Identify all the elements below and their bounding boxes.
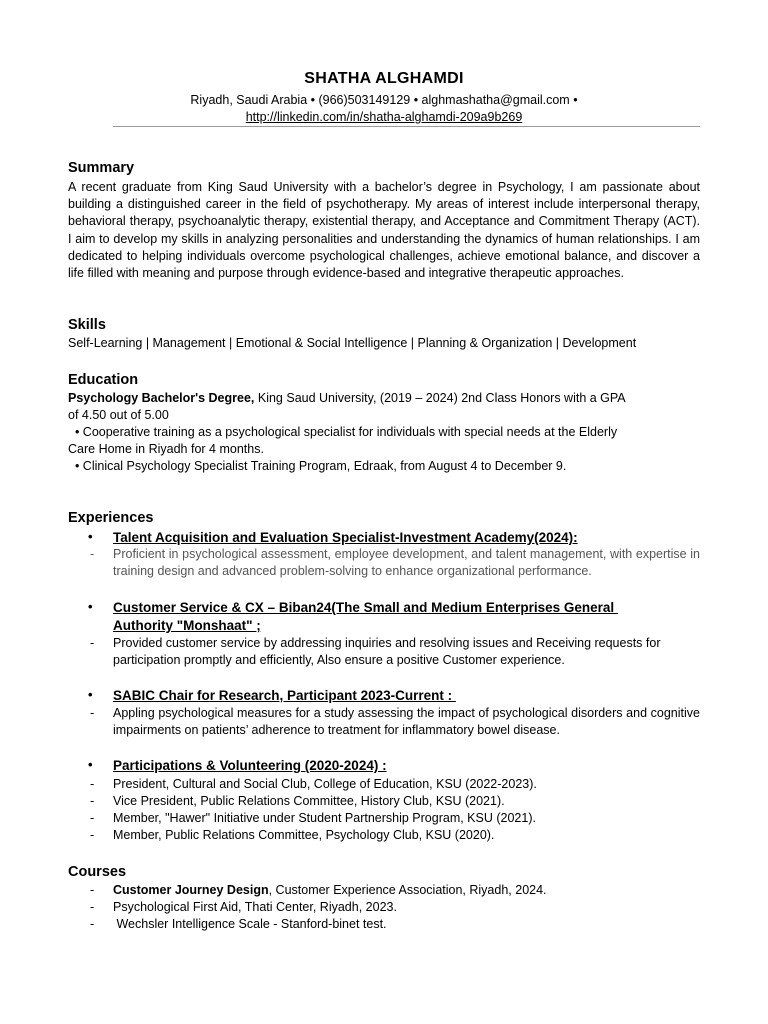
summary-heading: Summary (68, 160, 135, 176)
education-gpa: of 4.50 out of 5.00 (68, 408, 169, 422)
candidate-name: SHATHA ALGHAMDI (304, 70, 464, 87)
experience-title-4: Participations & Volunteering (2020-2024) : (113, 758, 387, 773)
volunteering-item: Member, "Hawer" Initiative under Student Partnership Program, KSU (2021). (113, 811, 536, 825)
courses-heading: Courses (68, 864, 127, 880)
header-divider (113, 126, 700, 127)
dash-icon: - (90, 794, 95, 808)
bullet-icon: • (88, 599, 93, 614)
bullet-icon: • (88, 757, 93, 772)
education-bullet-2: • Clinical Psychology Specialist Training Program, Edraak, from August 4 to December 9. (68, 459, 567, 473)
experience-title-3: SABIC Chair for Research, Participant 2023-Current : (113, 688, 456, 703)
experience-desc-3: Appling psychological measures for a study assessing the impact of psychological disorders and cognitive impairments on patients’ adherence to treatment for inflammatory bowel disease. (113, 706, 700, 738)
experience-title-2-line-2: Authority "Monshaat" ; (113, 618, 261, 633)
experience-title-1: Talent Acquisition and Evaluation Specialist-Investment Academy(2024): (113, 530, 578, 545)
education-bullet-1-line-1: • Cooperative training as a psychological specialist for individuals with special needs at the Elderly (68, 425, 618, 439)
volunteering-item: President, Cultural and Social Club, College of Education, KSU (2022-2023). (113, 777, 537, 791)
course-title: Customer Journey Design (113, 883, 269, 897)
linkedin-link[interactable]: http://linkedin.com/in/shatha-alghamdi-209a9b269 (245, 110, 523, 124)
experience-desc-2: Provided customer service by addressing inquiries and resolving issues and Receiving requests for participation promptly and efficiently, Also ensure a positive Customer experience. (113, 636, 661, 668)
bullet-icon: • (88, 687, 93, 702)
summary-text: A recent graduate from King Saud University with a bachelor’s degree in Psychology, I am passionate about building a distinguished career in the field of psychotherapy. My areas of interest include interpersonal therapy, behavioral therapy, psychoanalytic therapy, existential therapy, and Acceptance and Commitment Therapy (ACT). I aim to develop my skills in analyzing personalities and understanding the dynamics of human relationships. I am dedicated to helping individuals overcome psychological challenges, achieve emotional balance, and discover a life filled with meaning and purpose through evidence-based and integrative therapeutic approaches. (68, 180, 700, 281)
volunteering-item: Vice President, Public Relations Committee, History Club, KSU (2021). (113, 794, 505, 808)
dash-icon: - (90, 900, 95, 914)
bullet-icon: • (88, 529, 93, 544)
dash-icon: - (90, 706, 95, 720)
experience-desc-1: Proficient in psychological assessment, employee development, and talent management, with expertise in training design and advanced problem-solving to enhance organizational performance. (113, 547, 700, 579)
volunteering-item: Member, Public Relations Committee, Psychology Club, KSU (2020). (113, 828, 495, 842)
education-degree (68, 390, 708, 407)
degree-title: Psychology Bachelor's Degree, (68, 391, 255, 405)
course-item: Wechsler Intelligence Scale - Stanford-binet test. (113, 917, 387, 931)
skills-heading: Skills (68, 317, 106, 333)
dash-icon: - (90, 828, 95, 842)
dash-icon: - (90, 547, 95, 561)
dash-icon: - (90, 811, 95, 825)
dash-icon: - (90, 777, 95, 791)
experience-title-2-line-1: Customer Service & CX – Biban24(The Small and Medium Enterprises General (113, 600, 618, 615)
course-item: Psychological First Aid, Thati Center, Riyadh, 2023. (113, 900, 397, 914)
contact-block (0, 92, 768, 126)
education-bullet-1-line-2: Care Home in Riyadh for 4 months. (68, 442, 264, 456)
education-heading: Education (68, 372, 139, 388)
course-item (113, 882, 547, 899)
contact-line: Riyadh, Saudi Arabia • (966)503149129 • alghmashatha@gmail.com • (190, 93, 578, 107)
dash-icon: - (90, 917, 95, 931)
degree-details: King Saud University, (2019 – 2024) 2nd Class Honors with a GPA (254, 391, 626, 405)
dash-icon: - (90, 636, 95, 650)
skills-text: Self-Learning | Management | Emotional & Social Intelligence | Planning & Organization | Development (68, 336, 637, 350)
experiences-heading: Experiences (68, 510, 154, 526)
dash-icon: - (90, 883, 95, 897)
course-details: , Customer Experience Association, Riyadh, 2024. (268, 883, 547, 897)
